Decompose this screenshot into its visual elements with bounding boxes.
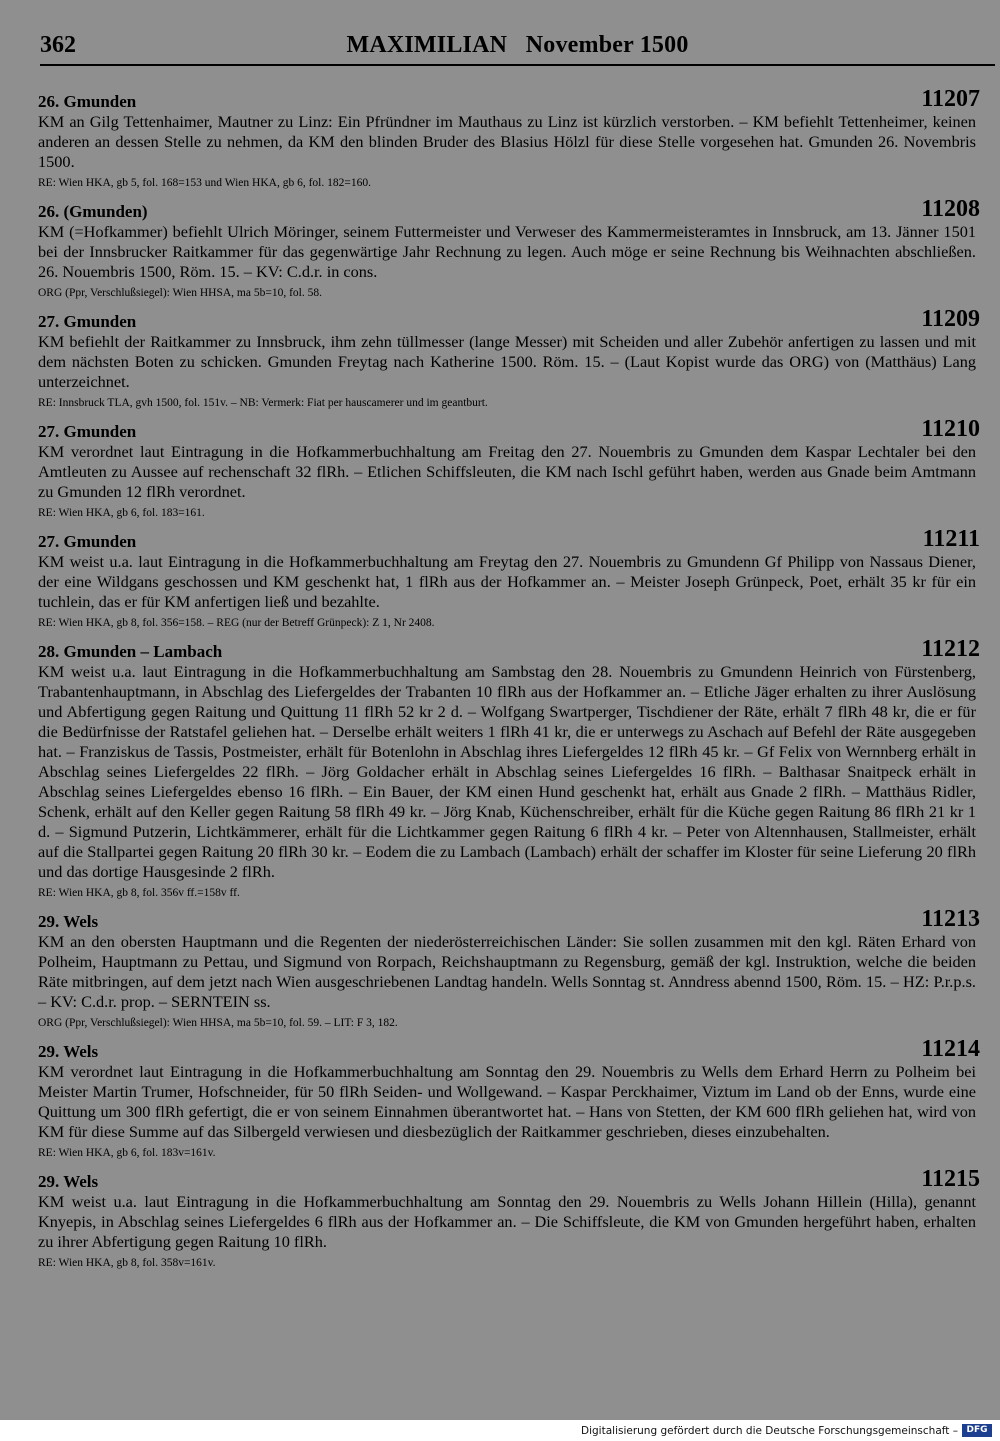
entry-text: KM befiehlt der Raitkammer zu Innsbruck, ihm zehn tüllmesser (lange Messer) mit Scheiden und aller Zubehör anfertigen zu lassen und mit dem nächsten Boten zu schicken. Gmunden Freytag nach Katherine 1500. Röm. 15. – (Laut Kopist wurde das ORG) von (Matthäus) Lang unterzeichnet. <box>38 332 976 391</box>
entry-number: 11208 <box>921 196 980 222</box>
entry <box>38 1036 980 1161</box>
entry-header <box>38 196 980 222</box>
entry-text: KM verordnet laut Eintragung in die Hofkammerbuchhaltung am Freitag den 27. Nouembris zu Gmunden dem Kaspar Lechtaler bei den Amtleuten zu Aussee auf rechenschaft 32 flRh. – Etlichen Schiffsleuten, die KM nach Ischl geführt haben, werden aus Gnade beim Amtmann zu Gmunden 12 flRh verordnet. <box>38 442 976 501</box>
entry <box>38 86 980 191</box>
entry-source: RE: Wien HKA, gb 6, fol. 183v=161v. <box>38 1147 216 1159</box>
dfg-logo: DFG <box>962 1424 992 1437</box>
entry-source: ORG (Ppr, Verschlußsiegel): Wien HHSA, ma 5b=10, fol. 59. – LIT: F 3, 182. <box>38 1017 398 1029</box>
entry-header <box>38 306 980 332</box>
entry-header <box>38 906 980 932</box>
entry-source: RE: Wien HKA, gb 8, fol. 356v ff.=158v ff. <box>38 887 240 899</box>
entry-number: 11210 <box>921 416 980 442</box>
entry-date-place: 29. Wels <box>38 1042 99 1061</box>
entries-list <box>38 86 980 1280</box>
entry-number: 11212 <box>921 636 980 662</box>
entry-header <box>38 1166 980 1192</box>
entry-text: KM weist u.a. laut Eintragung in die Hofkammerbuchhaltung am Sonntag den 29. Nouembris zu Wells Johann Hillein (Hilla), genannt Knyepis, in Abschlag seines Liefergeldes 6 flRh aus der Hofkammer an. – Die Schiffsleute, die KM von Gmunden hergeführt haben, erhalten zu ihrer Abfertigung gegen Raitung 10 flRh. <box>38 1192 976 1251</box>
entry-header <box>38 636 980 662</box>
entry-date-place: 27. Gmunden <box>38 532 137 551</box>
entry-date-place: 29. Wels <box>38 912 99 931</box>
entry <box>38 1166 980 1271</box>
page-header <box>40 30 995 66</box>
entry-number: 11214 <box>921 1036 980 1062</box>
entry <box>38 196 980 301</box>
entry-source: RE: Innsbruck TLA, gvh 1500, fol. 151v. – NB: Vermerk: Fiat per hauscamerer und im geantburt. <box>38 397 488 409</box>
entry-text: KM an Gilg Tettenhaimer, Mautner zu Linz: Ein Pfründner im Mauthaus zu Linz ist kürzlich verstorben. – KM befiehlt Tettenheimer, keinen anderen an dessen Stelle zu nehmen, da KM den blinden Bruder des Blasius Hölzl für diese Stelle vorgesehen hat. Gmunden 26. Novembris 1500. <box>38 112 976 171</box>
entry <box>38 416 980 521</box>
entry-source: RE: Wien HKA, gb 8, fol. 356=158. – REG (nur der Betreff Grünpeck): Z 1, Nr 2408. <box>38 617 435 629</box>
entry-text: KM (=Hofkammer) befiehlt Ulrich Möringer, seinem Futtermeister und Verweser des Kammermeisteramtes in Innsbruck, am 13. Jänner 1501 bei der Innsbrucker Raitkammer für das gegenwärtige Jahr Rechnung zu legen. Auch möge er seine Rechnung bis Weihnachten abschließen. 26. Nouembris 1500, Röm. 15. – KV: C.d.r. in cons. <box>38 222 976 281</box>
entry-number: 11207 <box>921 86 980 112</box>
entry-header <box>38 1036 980 1062</box>
digitization-footer <box>0 1420 1000 1441</box>
running-title: MAXIMILIAN November 1500 <box>346 32 689 58</box>
entry-date-place: 27. Gmunden <box>38 422 137 441</box>
entry-date-place: 27. Gmunden <box>38 312 137 331</box>
entry-source: RE: Wien HKA, gb 8, fol. 358v=161v. <box>38 1257 216 1269</box>
entry-source: RE: Wien HKA, gb 6, fol. 183=161. <box>38 507 205 519</box>
entry <box>38 306 980 411</box>
entry-date-place: 28. Gmunden – Lambach <box>38 642 223 661</box>
entry-text: KM an den obersten Hauptmann und die Regenten der niederösterreichischen Länder: Sie sollen zusammen mit den kgl. Räten Erhard von Polheim, Hauptmann zu Pettau, und Sigmund von Rorpach, Reichshauptmann zu Regensburg, gemäß der kgl. Instruktion, welche die beiden Räte mitbringen, auf dem jetzt nach Wien ausgeschriebenen Landtag handeln. Wells Sonntag st. Anndress abennd 1500, Röm. 15. – HZ: P.r.p.s. – KV: C.d.r. prop. – SERNTEIN ss. <box>38 932 976 1011</box>
entry-source: RE: Wien HKA, gb 5, fol. 168=153 und Wien HKA, gb 6, fol. 182=160. <box>38 177 371 189</box>
entry-date-place: 26. (Gmunden) <box>38 202 148 221</box>
entry <box>38 636 980 901</box>
entry-number: 11213 <box>921 906 980 932</box>
entry-text: KM weist u.a. laut Eintragung in die Hofkammerbuchhaltung am Sambstag den 28. Nouembris zu Gmundenn Heinrich von Fürstenberg, Trabantenhauptmann, in Abschlag des Liefergeldes der Trabanten 10 flRh aus der Hofkammer an. – Etliche Jäger erhalten zu ihrer Auslösung und Abfertigung gegen Raitung und Quittung 11 flRh 52 kr 2 d. – Wolfgang Swartperger, Tischdiener der Räte, erhält 7 flRh 48 kr, die er für die Bedürfnisse der Ratstafel geliehen hat. – Derselbe erhält weiters 1 flRh 41 kr, die er unterwegs zu Aschach auf Befehl der Räte ausgegeben hat. – Franziskus de Tassis, Postmeister, erhält für Botenlohn in Abschlag ihres Liefergeldes 12 flRh 45 kr. – Gf Felix von Wernnberg erhält in Abschlag seines Liefergeldes 22 flRh. – Jörg Goldacher erhält in Abschlag seines Liefergeldes 16 flRh. – Balthasar Snaitpeck erhält in Abschlag seines Liefergeldes ebenso 16 flRh. – Ein Bauer, der KM einen Hund geschenkt hat, erhält aus Gnade 2 flRh. – Matthäus Ridler, Schenk, erhält auf den Keller gegen Raitung 58 flRh 49 kr. – Jörg Knab, Küchenschreiber, erhält für die Küche gegen Raitung 86 flRh 21 kr 1 d. – Sigmund Putzerin, Lichtkämmerer, erhält für die Lichtkammer gegen Raitung 6 flRh 4 kr. – Peter von Altennhausen, Stallmeister, erhält auf die Stallpartei gegen Raitung 20 flRh 30 kr. – Eodem die zu Lambach (Lambach) erhält der schaffer im Kloster für seine Lieferung 20 flRh und das dortige Hausgesinde 2 flRh. <box>38 662 976 881</box>
entry-text: KM weist u.a. laut Eintragung in die Hofkammerbuchhaltung am Freytag den 27. Nouembris zu Gmundenn Gf Philipp von Nassaus Diener, der eine Wildgans geschossen und KM geschenkt hat, 1 flRh aus der Hofkammer an. – Meister Joseph Grünpeck, Poet, erhält 35 kr für ein tuchlein, das er für KM anfertigen ließ und bezahlte. <box>38 552 976 611</box>
entry-header <box>38 416 980 442</box>
entry-number: 11211 <box>922 526 980 552</box>
page-number: 362 <box>40 32 76 58</box>
footer-credit-text: Digitalisierung gefördert durch die Deutsche Forschungsgemeinschaft – <box>581 1425 958 1437</box>
entry-date-place: 26. Gmunden <box>38 92 137 111</box>
entry <box>38 906 980 1031</box>
entry-number: 11215 <box>921 1166 980 1192</box>
entry-date-place: 29. Wels <box>38 1172 99 1191</box>
entry-header <box>38 526 980 552</box>
entry-header <box>38 86 980 112</box>
entry <box>38 526 980 631</box>
entry-number: 11209 <box>921 306 980 332</box>
entry-source: ORG (Ppr, Verschlußsiegel): Wien HHSA, ma 5b=10, fol. 58. <box>38 287 322 299</box>
entry-text: KM verordnet laut Eintragung in die Hofkammerbuchhaltung am Sonntag den 29. Nouembris zu Wells dem Erhard Herrn zu Polheim bei Meister Martin Trumer, Hofschneider, für 50 flRh Seiden- und Wollgewand. – Kaspar Perckhaimer, Viztum im Land ob der Enns, wurde eine Quittung um 300 flRh gefertigt, die er von seinem Einnahmen überantwortet hat. – Hans von Stetten, der KM 600 flRh geliehen hat, wird von KM für diese Summe auf das Silbergeld verwiesen und diesbezüglich der Raitkammer geschrieben, dieses einzubehalten. <box>38 1062 976 1141</box>
